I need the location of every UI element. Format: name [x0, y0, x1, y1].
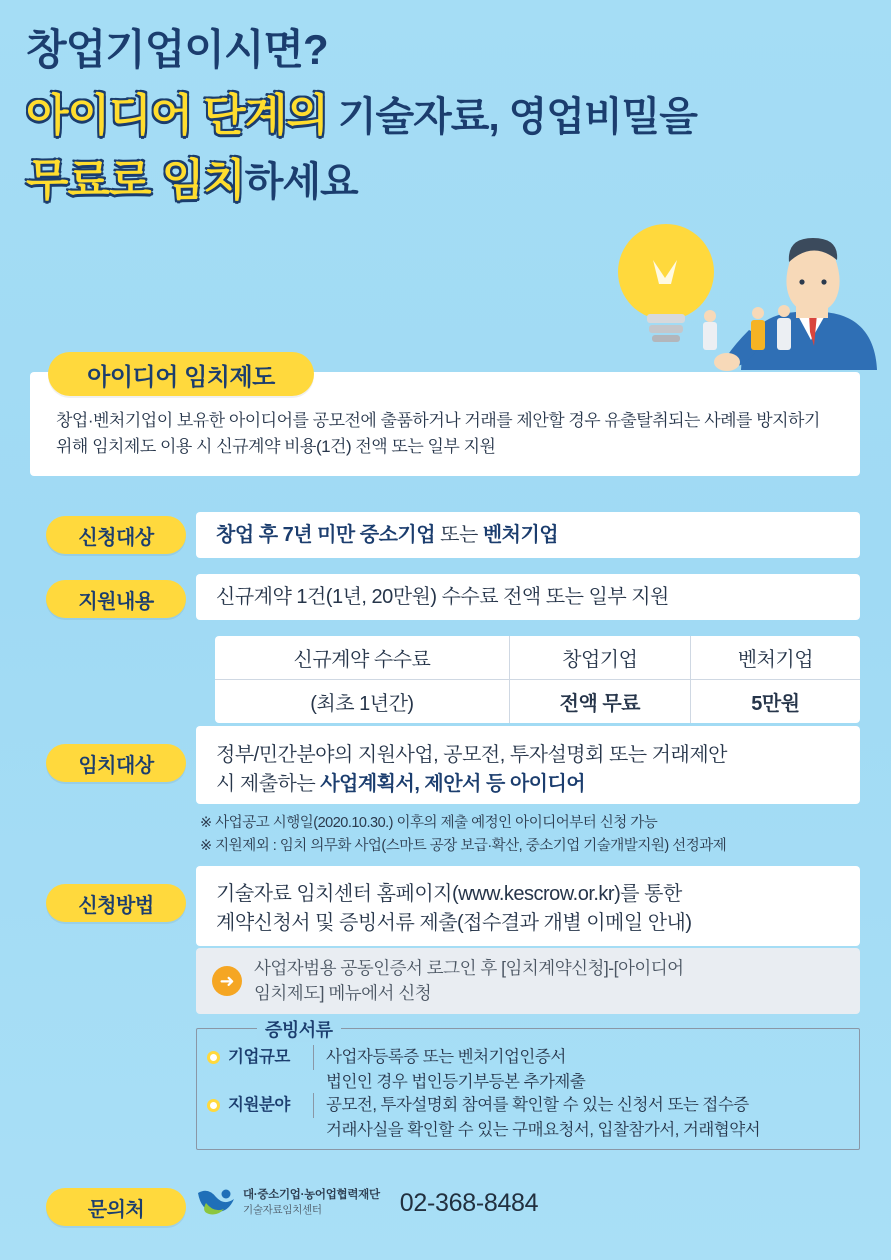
docs-label-support-field: 지원분야: [228, 1093, 314, 1118]
note-1: ※ 사업공고 시행일(2020.10.30.) 이후의 제출 예정인 아이디어부터 신청 가능: [200, 815, 658, 831]
apply-steps-line1-b: [임치계약신청]-[아이디어: [501, 957, 684, 978]
arrow-right-icon: ➜: [212, 966, 242, 996]
required-documents-box: [196, 1020, 860, 1150]
row-text-apply-line2: 계약신청서 및 증빙서류 제출(접수결과 개별 이메일 안내): [216, 912, 692, 934]
fee-header-1: 창업기업: [509, 636, 690, 680]
docs-row-company-size: [207, 1045, 585, 1095]
headline-line-2: [26, 88, 866, 143]
docs-body-company-size: [314, 1045, 585, 1095]
illustration: [591, 210, 881, 380]
docs-company-size-line2: 법인인 경우 법인등기부등본 추가제출: [326, 1072, 586, 1091]
row-text-escrow-line1: 정부/민간분야의 지원사업, 공모전, 투자설명회 또는 거래제안: [216, 744, 727, 766]
contact-phone-number: 02-368-8484: [399, 1188, 539, 1217]
row-pill-support: 지원내용: [46, 580, 186, 618]
fee-table-value-row: [215, 680, 860, 724]
lightbulb-businessman-illustration: [591, 210, 881, 385]
row-text-support: 신규계약 1건(1년, 20만원) 수수료 전액 또는 일부 지원: [216, 585, 669, 608]
row-text-escrow-line2: [216, 770, 585, 799]
row-text-target-bold: 창업 후 7년 미만 중소기업: [216, 523, 436, 546]
apply-steps-note: [196, 948, 860, 1014]
headline-line-1: 창업기업이시면?: [26, 26, 328, 73]
headline-line-3-rest: 하세요: [244, 160, 358, 205]
notes-block: [200, 812, 870, 858]
fee-header-2: 벤처기업: [690, 636, 860, 680]
row-box-apply: [196, 866, 860, 946]
note-2: ※ 지원제외 : 임치 의무화 사업(스마트 공장 보급·확산, 중소기업 기술개발지원) 선정과제: [200, 838, 727, 855]
headline-line-3-highlight: 무료로 임치: [26, 156, 245, 206]
row-text-escrow-bold: 사업계획서, 제안서 등 아이디어: [320, 773, 586, 795]
foundation-logo-icon: [196, 1187, 236, 1220]
headline-block: [26, 26, 866, 208]
fee-value-startup: 전액 무료: [509, 680, 690, 724]
row-pill-contact: 문의처: [46, 1188, 186, 1226]
docs-label-company-size: 기업규모: [228, 1045, 314, 1070]
fee-value-venture: 5만원: [751, 693, 800, 715]
fee-table: [215, 636, 860, 723]
foundation-logo-text: [243, 1188, 380, 1217]
bullet-dot-icon: [207, 1099, 220, 1112]
row-text-target-bold2: 벤처기업: [482, 523, 559, 546]
docs-support-field-line2: 거래사실을 확인할 수 있는 구매요청서, 입찰참가서, 거래협약서: [326, 1120, 761, 1139]
docs-company-size-line1: 사업자등록증 또는 벤처기업인증서: [326, 1048, 566, 1066]
row-box-escrow: [196, 726, 860, 804]
bullet-dot-icon: [207, 1051, 220, 1064]
foundation-logo: [196, 1187, 380, 1220]
row-text-escrow-plain: 시 제출하는: [216, 773, 321, 795]
row-text-target-rest: 또는: [435, 523, 483, 546]
docs-body-support-field: [314, 1093, 760, 1143]
headline-line-3: [26, 153, 866, 208]
fee-header-0: 신규계약 수수료: [215, 636, 509, 680]
row-text-target: [216, 521, 558, 550]
fee-table-header-row: [215, 636, 860, 680]
required-documents-legend: 증빙서류: [257, 1016, 341, 1042]
contact-area: [196, 1176, 860, 1230]
row-box-target: [196, 512, 860, 558]
foundation-center-name: 기술자료임치센터: [243, 1203, 322, 1216]
row-text-apply-line1: 기술자료 임치센터 홈페이지(www.kescrow.or.kr)를 통한: [216, 883, 682, 905]
docs-support-field-line1: 공모전, 투자설명회 참여를 확인할 수 있는 신청서 또는 접수증: [326, 1096, 749, 1114]
apply-steps-line1: [254, 956, 684, 981]
intro-text: 창업·벤처기업이 보유한 아이디어를 공모전에 출품하거나 거래를 제안할 경우 유출탈취되는 사례를 방지하기 위해 임치제도 이용 시 신규계약 비용(1건) 전액 또는 일부 지원: [56, 411, 820, 457]
fee-subheader: (최초 1년간): [215, 680, 509, 724]
row-pill-target: 신청대상: [46, 516, 186, 554]
apply-steps-line2: 임치제도] 메뉴에서 신청: [254, 983, 432, 1003]
apply-steps-text: [254, 956, 684, 1007]
headline-line-2-highlight: 아이디어 단계의: [26, 91, 328, 141]
row-pill-escrow: 임치대상: [46, 744, 186, 782]
intro-pill-label: 아이디어 임치제도: [48, 352, 314, 396]
apply-steps-line1-a: 사업자범용 공동인증서 로그인 후: [254, 957, 502, 978]
headline-line-2-rest: 기술자료, 영업비밀을: [327, 95, 697, 140]
row-pill-apply: 신청방법: [46, 884, 186, 922]
row-box-support: [196, 574, 860, 620]
foundation-name: 대·중소기업·농어업협력재단: [243, 1189, 380, 1202]
docs-row-support-field: [207, 1093, 760, 1143]
